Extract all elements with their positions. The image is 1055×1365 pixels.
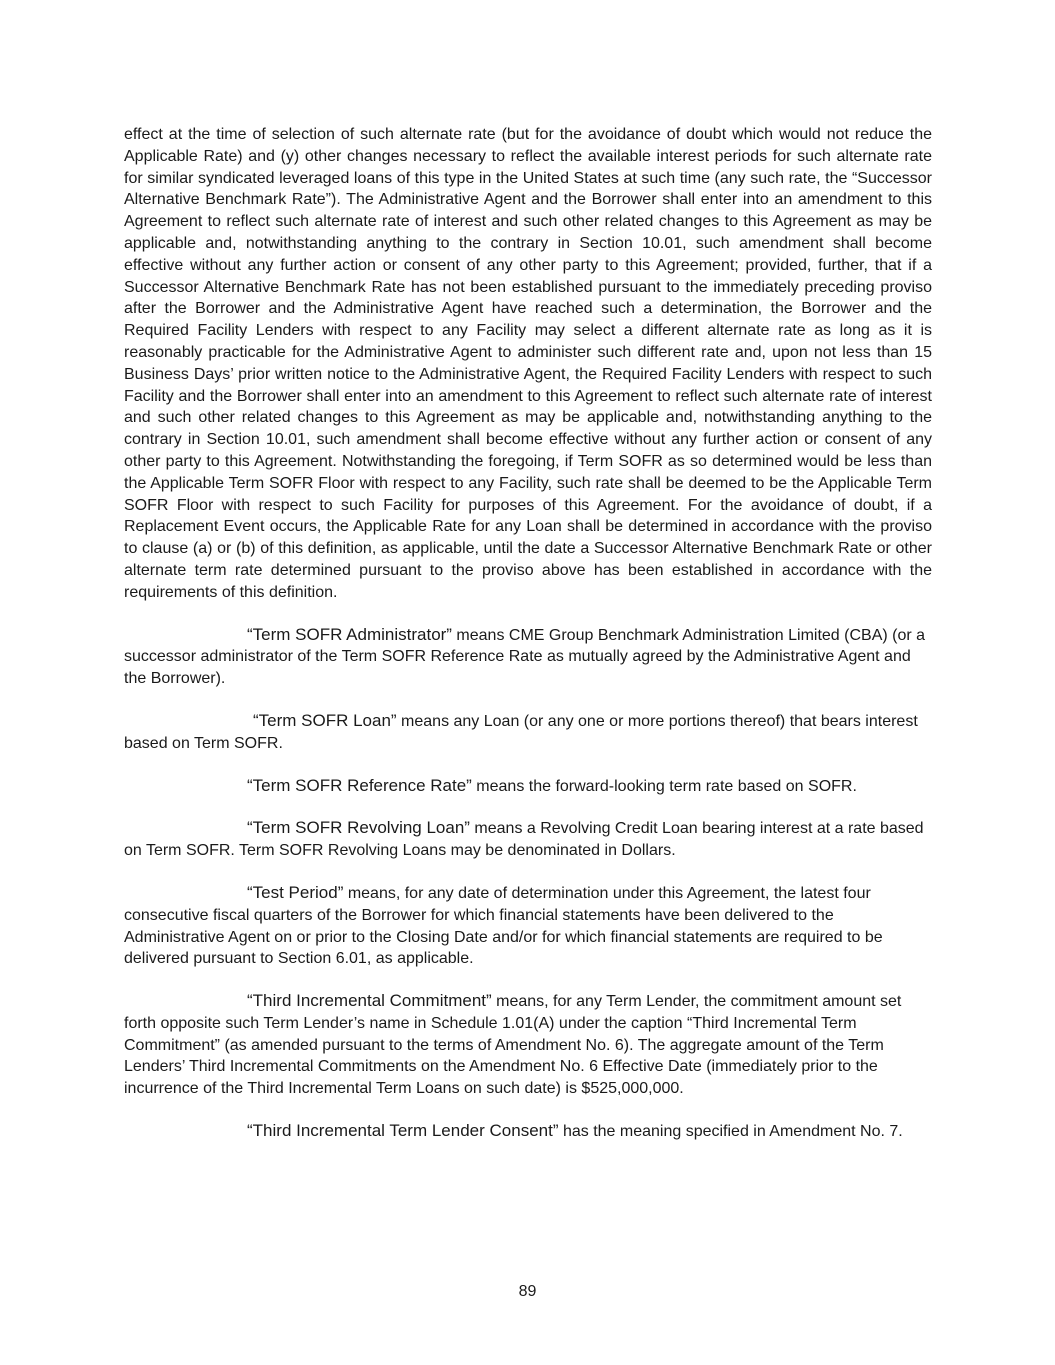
definition-test-period xyxy=(124,882,932,970)
defined-term: “Term SOFR Administrator” xyxy=(247,624,452,644)
definition-text: means a Revolving Credit Loan bearing interest at a rate based on Term SOFR. Term SOFR Revolving Loans may be denominated in Dollars. xyxy=(124,820,924,860)
defined-term: “Term SOFR Revolving Loan” xyxy=(247,818,470,838)
opening-paragraph: effect at the time of selection of such alternate rate (but for the avoidance of doubt which would not reduce the Applicable Rate) and (y) other changes necessary to reflect the available interest periods for such alternate rate for similar syndicated leveraged loans of this type in the United States at such time (any such rate, the “Successor Alternative Benchmark Rate”). The Administrative Agent and the Borrower shall enter into an amendment to this Agreement to reflect such alternate rate of interest and such other related changes to this Agreement as may be applicable and, notwithstanding anything to the contrary in Section 10.01, such amendment shall become effective without any further action or consent of any other party to this Agreement; provided, further, that if a Successor Alternative Benchmark Rate has not been established pursuant to the immediately preceding proviso after the Borrower and the Administrative Agent have reached such a determination, the Borrower and the Required Facility Lenders with respect to any Facility may select a different alternate rate as long as it is reasonably practicable for the Administrative Agent to administer such different rate and, upon not less than 15 Business Days’ prior written notice to the Administrative Agent, the Required Facility Lenders with respect to such Facility and the Borrower shall enter into an amendment to this Agreement to reflect such alternate rate of interest and such other related changes to this Agreement as may be applicable and, notwithstanding anything to the contrary in Section 10.01, such amendment shall become effective without any further action or consent of any other party to this Agreement. Notwithstanding the foregoing, if Term SOFR as so determined would be less than the Applicable Term SOFR Floor with respect to any Facility, such rate shall be deemed to be the Applicable Term SOFR Floor with respect to such Facility for purposes of this Agreement. For the avoidance of doubt, if a Replacement Event occurs, the Applicable Rate for any Loan shall be determined in accordance with the proviso to clause (a) or (b) of this definition, as applicable, until the date a Successor Alternative Benchmark Rate or other alternate term rate determined pursuant to the proviso above has been established in accordance with the requirements of this definition. xyxy=(124,126,932,601)
page-number: 89 xyxy=(518,1283,537,1300)
definition-text: means, for any Term Lender, the commitment amount set forth opposite such Term Lender’s name in Schedule 1.01(A) under the caption “Third Incremental Term Commitment” (as amended pursuant to the terms of Amendment No. 6). The aggregate amount of the Term Lenders’ Third Incremental Commitments on the Amendment No. 6 Effective Date (immediately prior to the incurrence of the Third Incremental Term Loans on such date) is $525,000,000. xyxy=(124,993,902,1098)
definition-term-sofr-administrator xyxy=(124,624,932,690)
document-page xyxy=(124,124,932,1143)
definition-third-incremental-commitment xyxy=(124,990,932,1100)
defined-term: “Third Incremental Term Lender Consent” xyxy=(247,1121,559,1141)
definition-third-incremental-term-lender-consent xyxy=(124,1120,932,1143)
defined-term: “Term SOFR Loan” xyxy=(253,710,397,730)
definition-term-sofr-loan xyxy=(124,710,932,755)
definition-text: means any Loan (or any one or more portions thereof) that bears interest based on Term SOFR. xyxy=(124,712,918,752)
definition-text: has the meaning specified in Amendment No. 7. xyxy=(558,1123,903,1141)
defined-term: “Test Period” xyxy=(247,882,344,902)
definition-text: means, for any date of determination under this Agreement, the latest four consecutive fiscal quarters of the Borrower for which financial statements have been delivered to the Administrative Agent on or prior to the Closing Date and/or for which financial statements are required to be delivered pursuant to Section 6.01, as applicable. xyxy=(124,884,883,968)
definition-term-sofr-revolving-loan xyxy=(124,817,932,862)
definition-term-sofr-reference-rate xyxy=(124,775,932,798)
definition-text: means CME Group Benchmark Administration Limited (CBA) (or a successor administrator of the Term SOFR Reference Rate as mutually agreed by the Administrative Agent and the Borrower). xyxy=(124,626,926,688)
defined-term: “Third Incremental Commitment” xyxy=(247,991,492,1011)
definition-text: means the forward-looking term rate based on SOFR. xyxy=(471,777,857,795)
defined-term: “Term SOFR Reference Rate” xyxy=(247,775,472,795)
